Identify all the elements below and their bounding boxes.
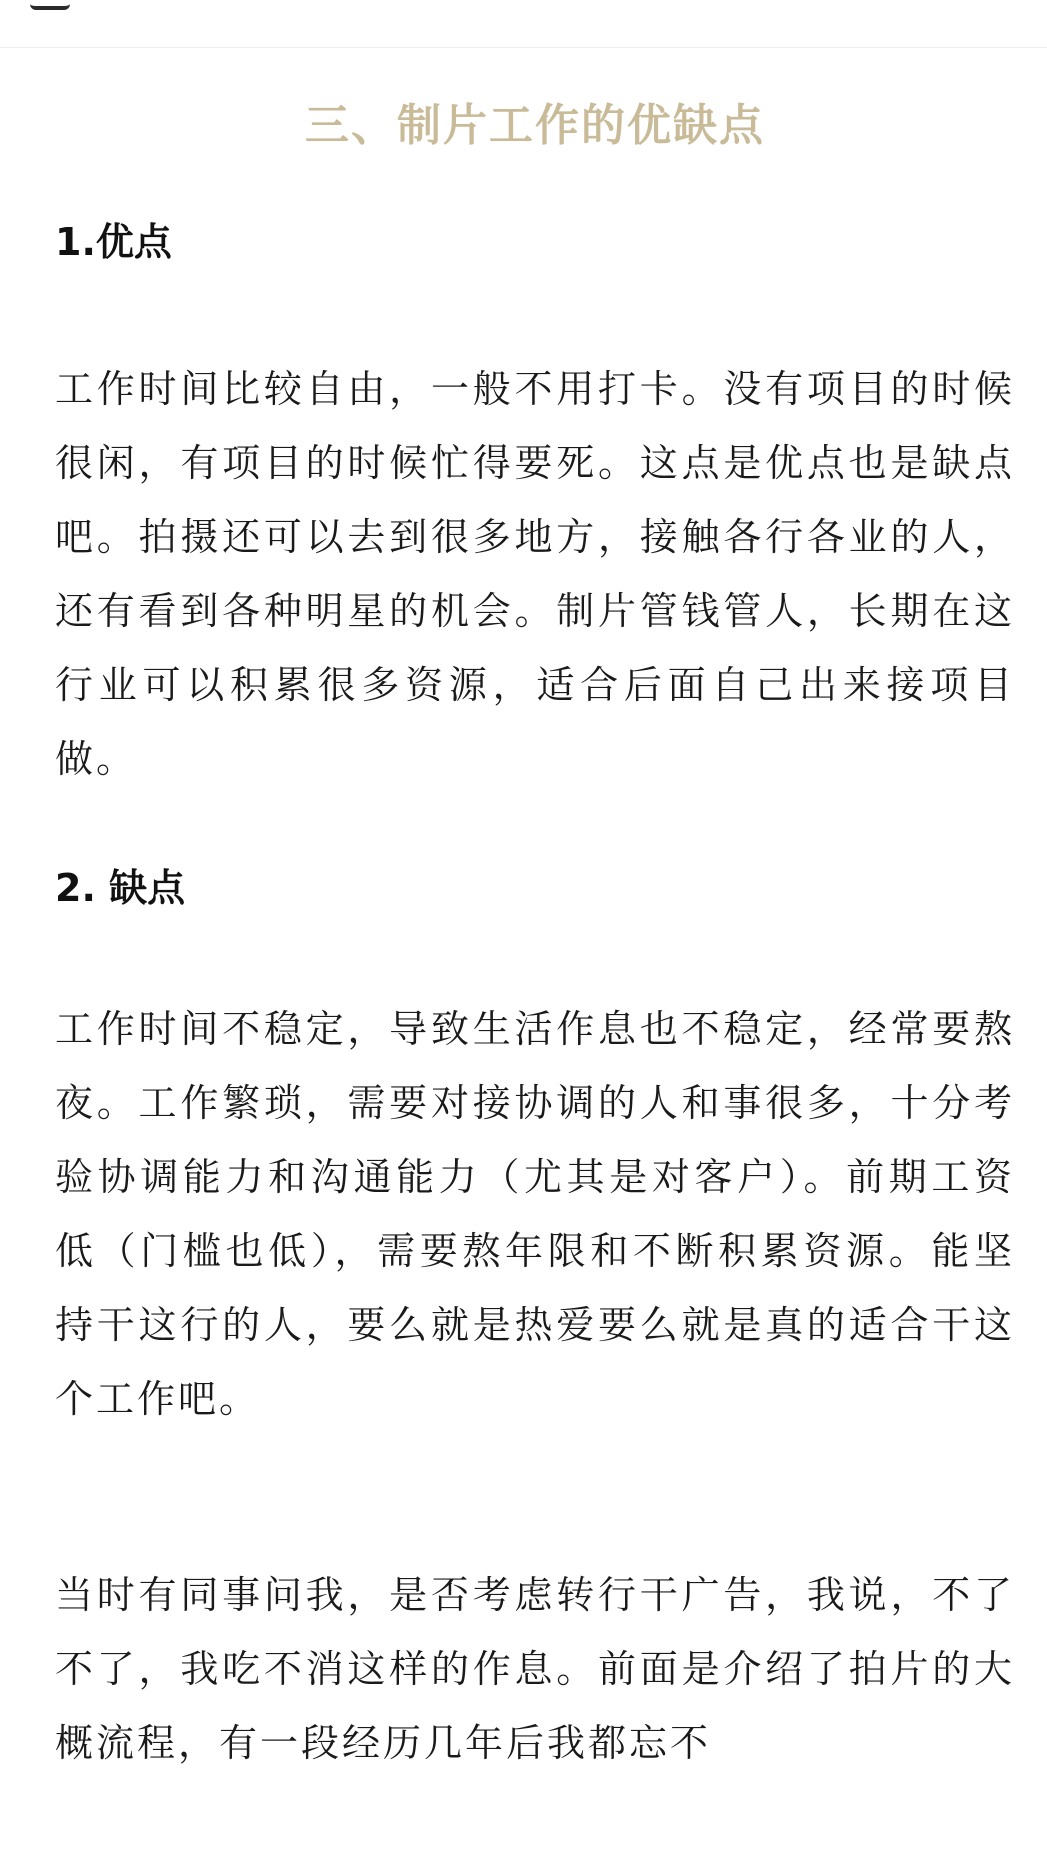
article-body [55, 48, 1015, 1780]
disadvantages-paragraph: 工作时间不稳定，导致生活作息也不稳定，经常要熬夜。工作繁琐，需要对接协调的人和事很多，十分考验协调能力和沟通能力（尤其是对客户）。前期工资低（门槛也低），需要熬年限和不断积累资源。能坚持干这行的人，要么就是热爱要么就是真的适合干这个工作吧。 [55, 1007, 1015, 1421]
closing-paragraph: 当时有同事问我，是否考虑转行干广告，我说，不了不了，我吃不消这样的作息。前面是介绍了拍片的大概流程，有一段经历几年后我都忘不 [55, 1573, 1015, 1765]
advantages-paragraph: 工作时间比较自由，一般不用打卡。没有项目的时候很闲，有项目的时候忙得要死。这点是优点也是缺点吧。拍摄还可以去到很多地方，接触各行各业的人，还有看到各种明星的机会。制片管钱管人，长期在这行业可以积累很多资源，适合后面自己出来接项目做。 [55, 367, 1015, 781]
top-bar [0, 0, 1047, 48]
section-title: 三、制片工作的优缺点 [305, 100, 765, 151]
disadvantages-heading: 2. 缺点 [55, 866, 186, 910]
advantages-heading: 1.优点 [55, 220, 172, 264]
truncated-header-glyph [30, 0, 70, 10]
